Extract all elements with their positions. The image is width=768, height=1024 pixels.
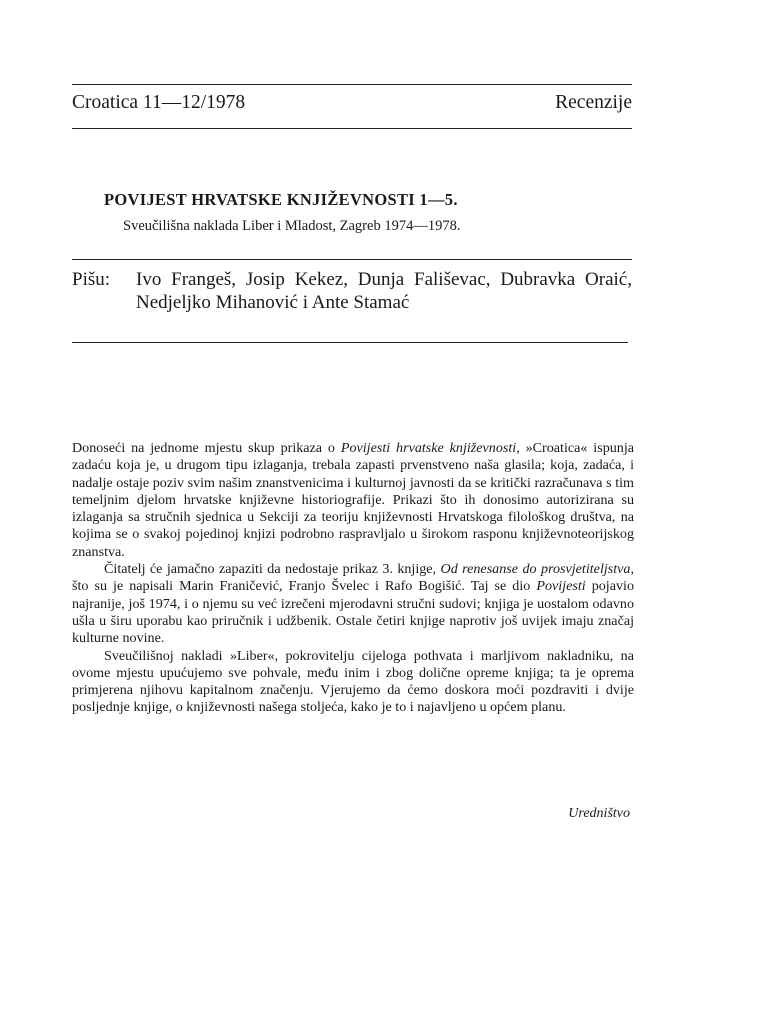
signature: Uredništvo bbox=[568, 806, 630, 821]
publisher-line: Sveučilišna naklada Liber i Mladost, Zagreb 1974—1978. bbox=[123, 218, 461, 234]
header-bottom-rule bbox=[72, 128, 632, 129]
authors-bottom-rule bbox=[72, 342, 628, 343]
authors-top-rule bbox=[72, 259, 632, 260]
top-rule bbox=[72, 84, 632, 85]
journal-issue: Croatica 11—12/1978 bbox=[72, 92, 246, 113]
paragraph-1: Donoseći na jednome mjestu skup prikaza o Povijesti hrvatske književnosti, »Croatica« ispunja zadaću koja je, u drugom tipu izlaganja, trebala zapasti prvenstveno naša glasila; koja, zadaća, i nadalje ostaje poziv svim našim znanstvenicima i kulturnoj javnosti da se kritički razračunava s tim temeljnim djelom hrvatske književne historiografije. Prikazi što ih donosimo autorizirana su izlaganja sa stručnih sjednica u Sekciji za teoriju književnosti Hrvatskoga filološkog društva, na kojima se o svakoj pojedinoj knjizi podrobno raspravljalo u širokom rasponu književnoteorijskog znanstva. bbox=[72, 440, 635, 560]
authors-block bbox=[72, 268, 632, 313]
paragraph-2: Čitatelj će jamačno zapaziti da nedostaje prikaz 3. knjige, Od renesanse do prosvjetiteljstva, što su je napisali Marin Franičević, Franjo Švelec i Rafo Bogišić. Taj se dio Povijesti pojavio najranije, još 1974, i o njemu su već izrečeni mjerodavni stručni sudovi; knjiga je uostalom odavno ušla u širu uporabu kao priručnik i udžbenik. Ostale četiri knjige naprotiv još uvijek imaju značaj kulturne novine. bbox=[72, 561, 635, 647]
book-title: POVIJEST HRVATSKE KNJIŽEVNOSTI 1—5. bbox=[104, 190, 458, 209]
authors-names: Ivo Frangeš, Josip Kekez, Dunja Fališevac, Dubravka Oraić, Nedjeljko Mihanović i Ante Stamać bbox=[136, 269, 632, 313]
article-body bbox=[72, 440, 634, 717]
paragraph-3: Sveučilišnoj nakladi »Liber«, pokrovitelju cijeloga pothvata i marljivom nakladniku, na ovome mjestu upućujemo sve pohvale, među inim i zbog dolične opreme knjiga; ta je oprema primjerena njihovu kapitalnom značenju. Vjerujemo da ćemo doskora moći pozdraviti i dvije posljednje knjige, o književnosti našega stoljeća, kako je to i najavljeno u općem planu. bbox=[72, 647, 634, 716]
authors-label: Pišu: bbox=[72, 269, 111, 290]
section-label: Recenzije bbox=[555, 92, 632, 113]
